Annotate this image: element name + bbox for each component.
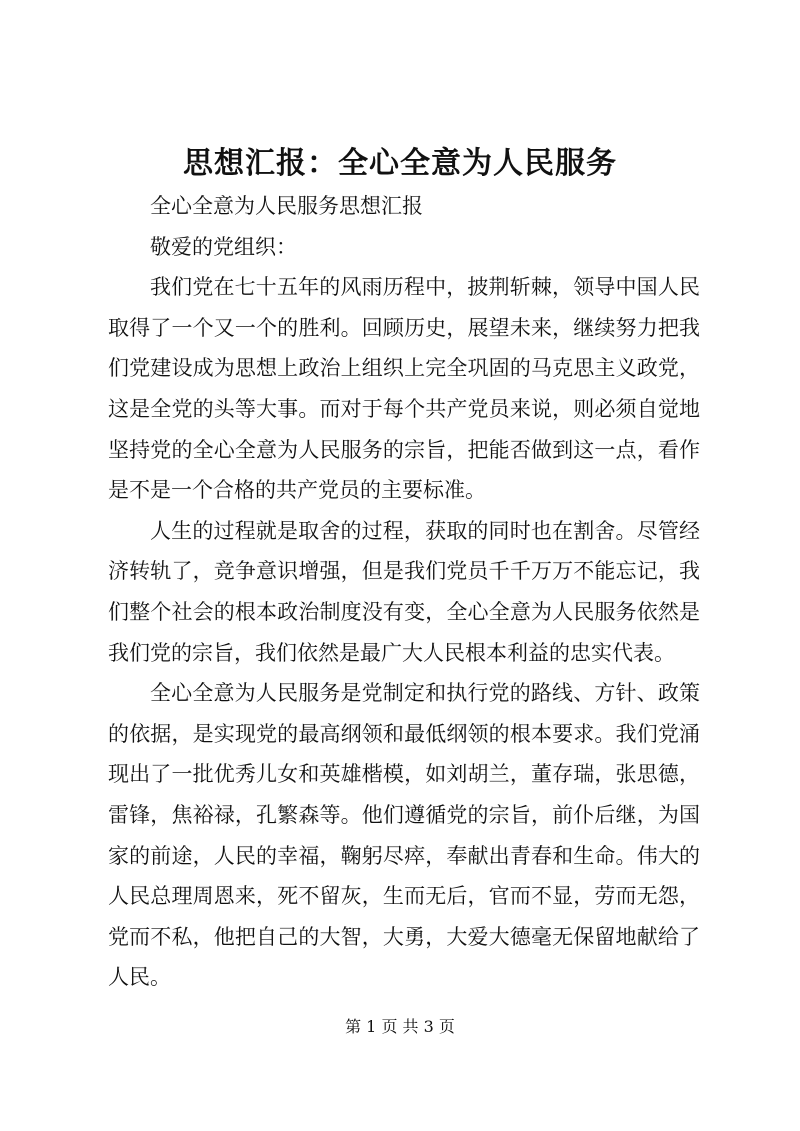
page-footer: 第 1 页 共 3 页 <box>345 1017 455 1036</box>
paragraph-subtitle: 全心全意为人民服务思想汇报 <box>150 194 423 218</box>
paragraph-body-3: 全心全意为人民服务是党制定和执行党的路线、方针、政策的依据，是实现党的最高纲领和最低纲领的根本要求。我们党涌现出了一批优秀儿女和英雄楷模，如刘胡兰，董存瑞，张思德，雷锋，焦裕禄，孔繁森等。他们遵循党的宗旨，前仆后继，为国家的前途，人民的幸福，鞠躬尽瘁，奉献出青春和生命。伟大的人民总理周恩来，死不留灰，生而无后，官而不显，劳而无怨，党而不私，他把自己的大智，大勇，大爱大德毫无保留地献给了人民。 <box>108 681 700 990</box>
paragraph-salutation: 敬爱的党组织： <box>150 234 297 259</box>
paragraph-body-2: 人生的过程就是取舍的过程，获取的同时也在割舍。尽管经济转轨了，竞争意识增强，但是我们党员千千万万不能忘记，我们整个社会的根本政治制度没有变，全心全意为人民服务依然是我们党的宗旨，我们依然是最广大人民根本利益的忠实代表。 <box>108 518 700 665</box>
document-title: 思想汇报：全心全意为人民服务 <box>183 146 617 181</box>
document-body <box>108 186 700 998</box>
paragraph-body-1: 我们党在七十五年的风雨历程中，披荆斩棘，领导中国人民取得了一个又一个的胜利。回顾历史，展望未来，继续努力把我们党建设成为思想上政治上组织上完全巩固的马克思主义政党，这是全党的头等大事。而对于每个共产党员来说，则必须自觉地坚持党的全心全意为人民服务的宗旨，把能否做到这一点，看作是不是一个合格的共产党员的主要标准。 <box>108 275 700 503</box>
